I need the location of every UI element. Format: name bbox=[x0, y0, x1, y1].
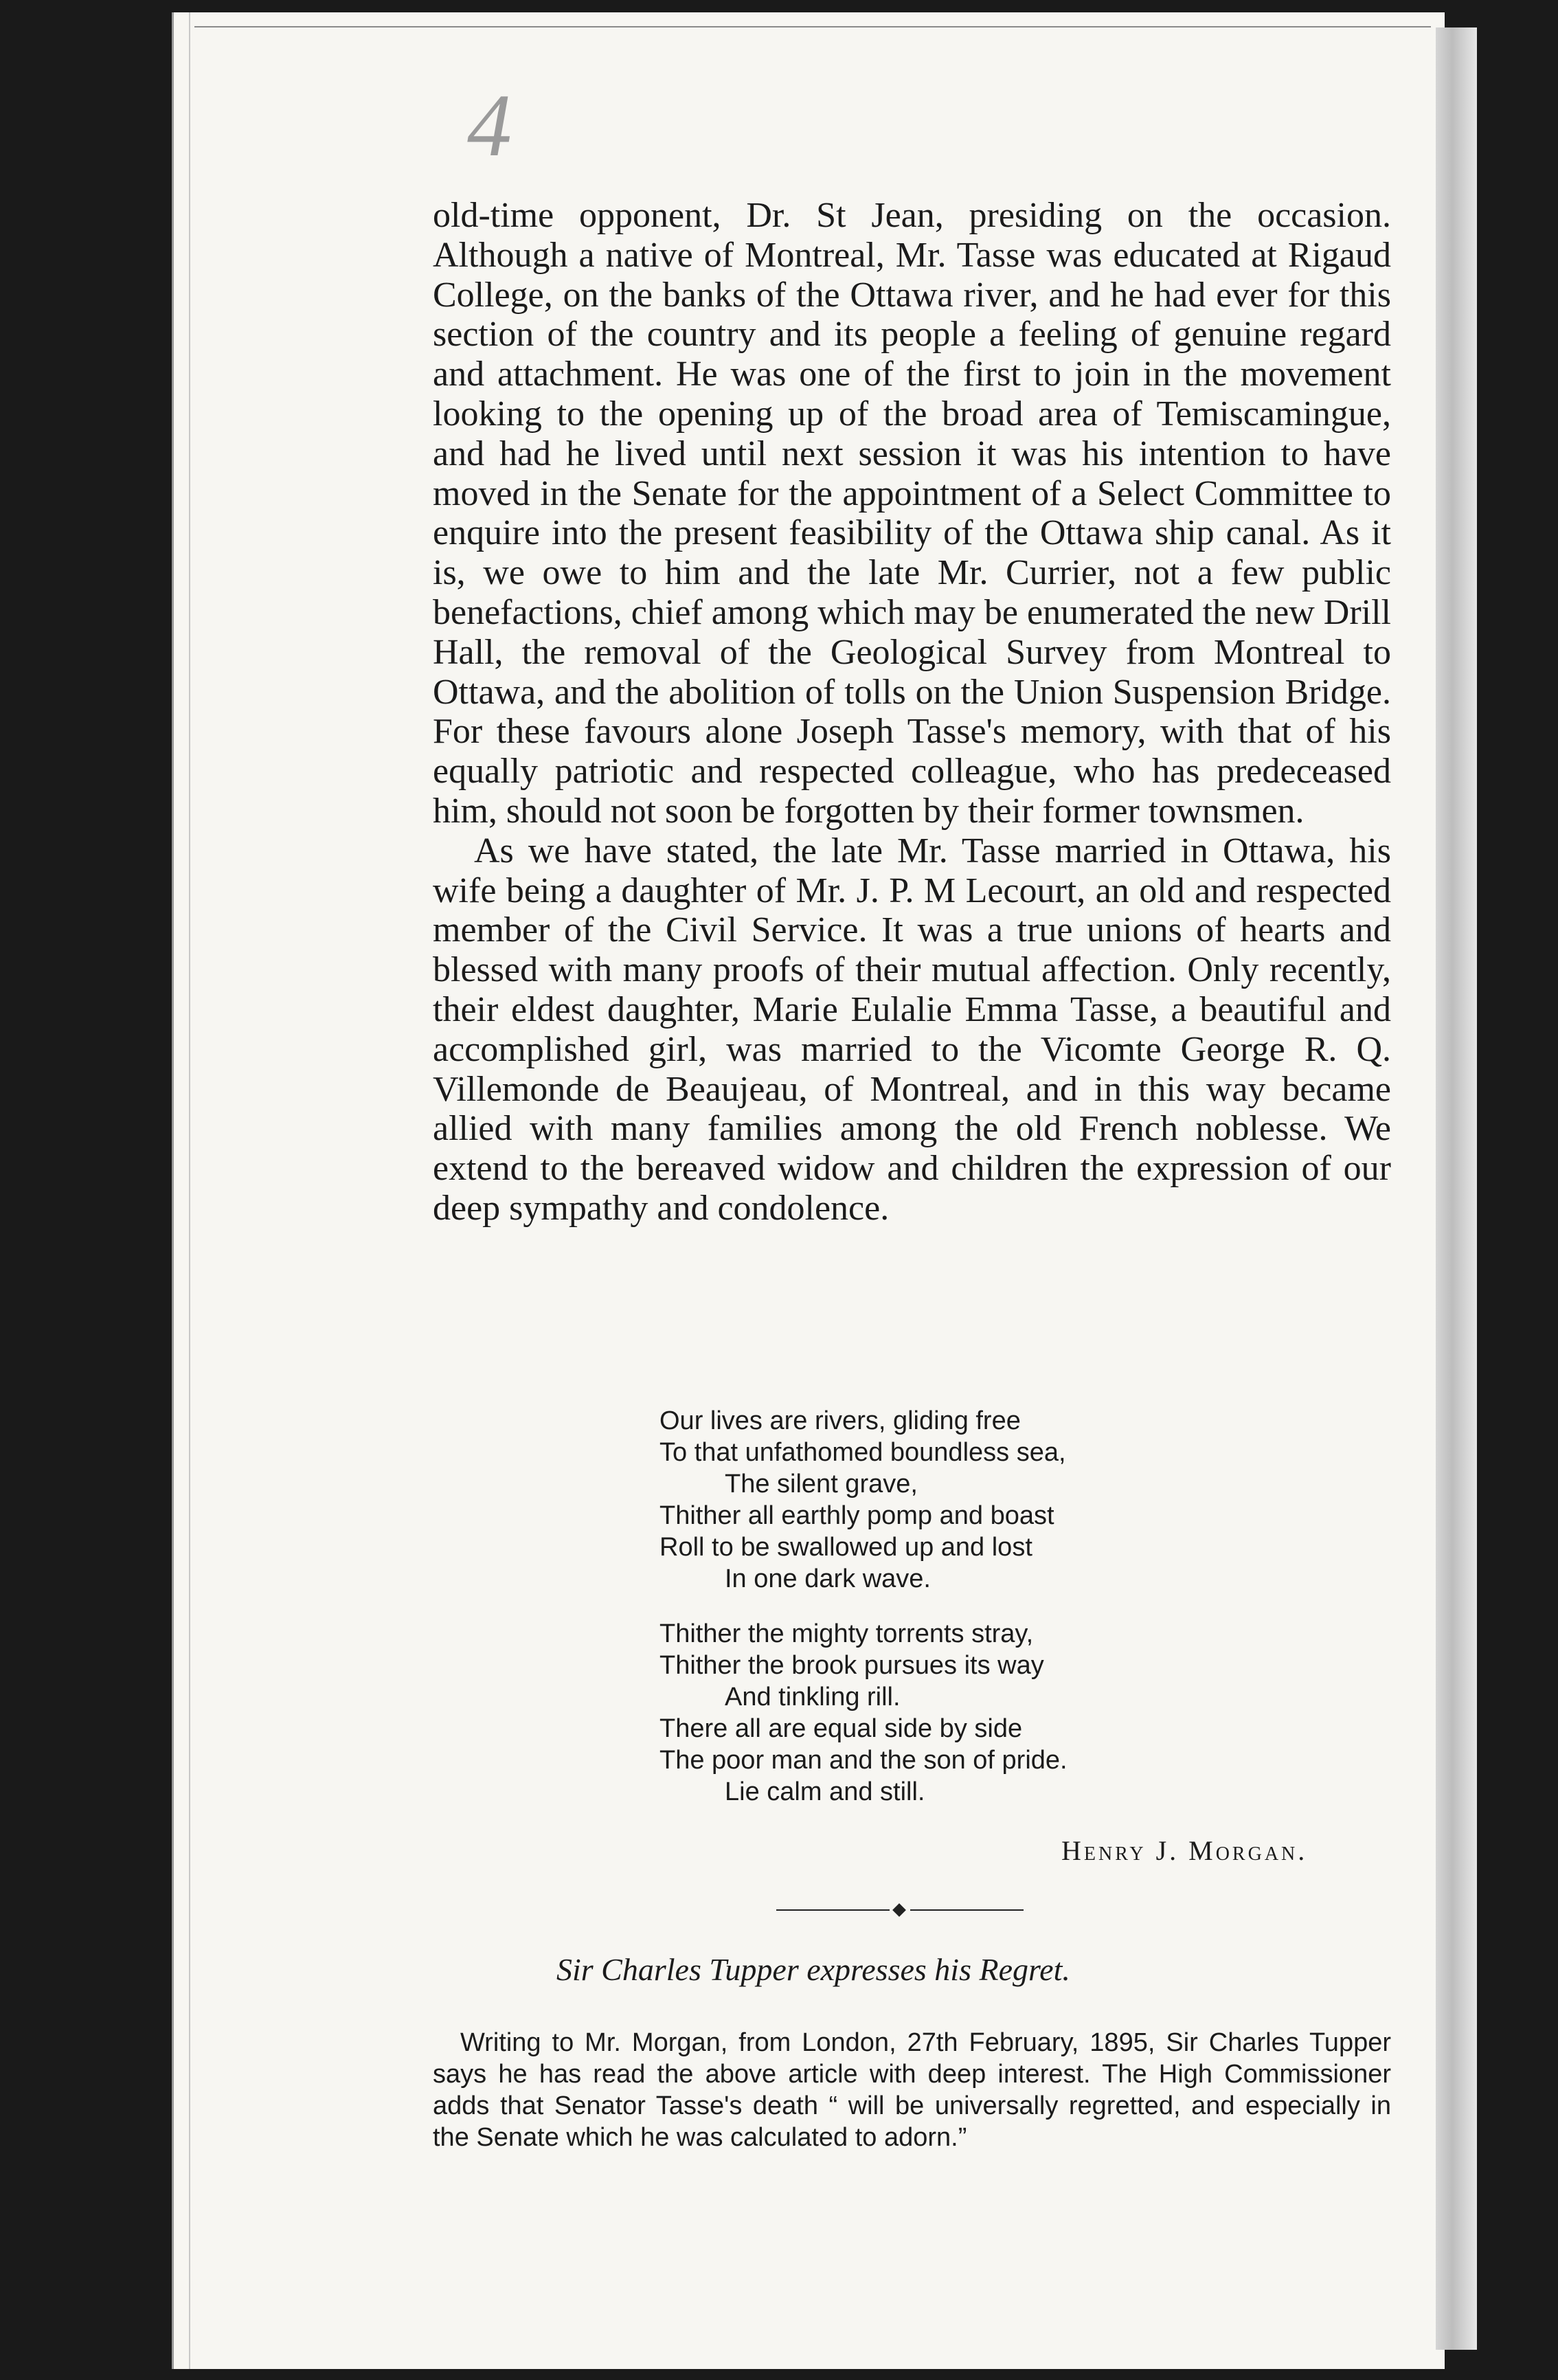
poem-line: Thither the mighty torrents stray, bbox=[659, 1619, 1034, 1648]
page-binding-edge bbox=[1436, 27, 1477, 2350]
poem-stanza bbox=[659, 1618, 1068, 1808]
section-body: Writing to Mr. Morgan, from London, 27th February, 1895, Sir Charles Tupper says he has read the above article with deep interest. The High Commissioner adds that Senator Tasse's death “ will be universally regretted, and especially in the Senate which he was calculated to adorn.” bbox=[433, 2028, 1391, 2152]
article-text bbox=[433, 196, 1391, 1228]
poem-line: And tinkling rill. bbox=[725, 1683, 901, 1711]
poem-line: The silent grave, bbox=[725, 1470, 918, 1498]
poem bbox=[659, 1405, 1068, 1831]
poem-line: There all are equal side by side bbox=[659, 1714, 1023, 1743]
poem-line: Thither the brook pursues its way bbox=[659, 1651, 1044, 1680]
separator-rule-right bbox=[910, 1909, 1024, 1911]
page-inner-edge bbox=[189, 12, 190, 2369]
poem-line: Lie calm and still. bbox=[725, 1777, 925, 1806]
article-paragraph: As we have stated, the late Mr. Tasse married in Ottawa, his wife being a daughter of Mr. J. P. M Lecourt, an old and respected member of the Civil Service. It was a true unions of hearts and blessed with many proofs of their mutual affection. Only recently, their eldest daughter, Marie Eulalie Emma Tasse, a beautiful and accomplished girl, was married to the Vicomte George R. Q. Villemonde de Beaujeau, of Montreal, and in this way became allied with many families among the old French noblesse. We extend to the bereaved widow and children the expression of our deep sympathy and condolence. bbox=[433, 831, 1391, 1228]
poem-line: Our lives are rivers, gliding free bbox=[659, 1406, 1021, 1435]
poem-line: Roll to be swallowed up and lost bbox=[659, 1533, 1032, 1562]
section-heading: Sir Charles Tupper expresses his Regret. bbox=[556, 1952, 1070, 1987]
page-top-edge bbox=[194, 26, 1431, 27]
poem-line: Thither all earthly pomp and boast bbox=[659, 1501, 1054, 1530]
poem-line: To that unfathomed boundless sea, bbox=[659, 1438, 1066, 1467]
page-number-mark: 4 bbox=[467, 76, 512, 175]
poem-line: In one dark wave. bbox=[725, 1564, 931, 1593]
separator-diamond-icon bbox=[892, 1903, 906, 1917]
article-paragraph: old-time opponent, Dr. St Jean, presiding on the occasion. Although a native of Montreal, Mr. Tasse was educated at Rigaud College, on the banks of the Ottawa river, and he had ever for this section of the country and its people a feeling of genuine regard and attachment. He was one of the first to join in the movement looking to the opening up of the broad area of Temiscamingue, and had he lived until next session it was his intention to have moved in the Senate for the appointment of a Select Committee to enquire into the present feasibility of the Ottawa ship canal. As it is, we owe to him and the late Mr. Currier, not a few public benefactions, chief among which may be enumerated the new Drill Hall, the removal of the Geological Survey from Montreal to Ottawa, and the abolition of tolls on the Union Suspension Bridge. For these favours alone Joseph Tasse's memory, with that of his equally patriotic and respected colleague, who has predeceased him, should not soon be forgotten by their former townsmen. bbox=[433, 196, 1391, 831]
section-separator bbox=[776, 1903, 1024, 1917]
author-signature: Henry J. Morgan. bbox=[1061, 1835, 1308, 1866]
separator-rule-left bbox=[776, 1909, 890, 1911]
poem-line: The poor man and the son of pride. bbox=[659, 1746, 1068, 1775]
poem-stanza bbox=[659, 1405, 1068, 1595]
